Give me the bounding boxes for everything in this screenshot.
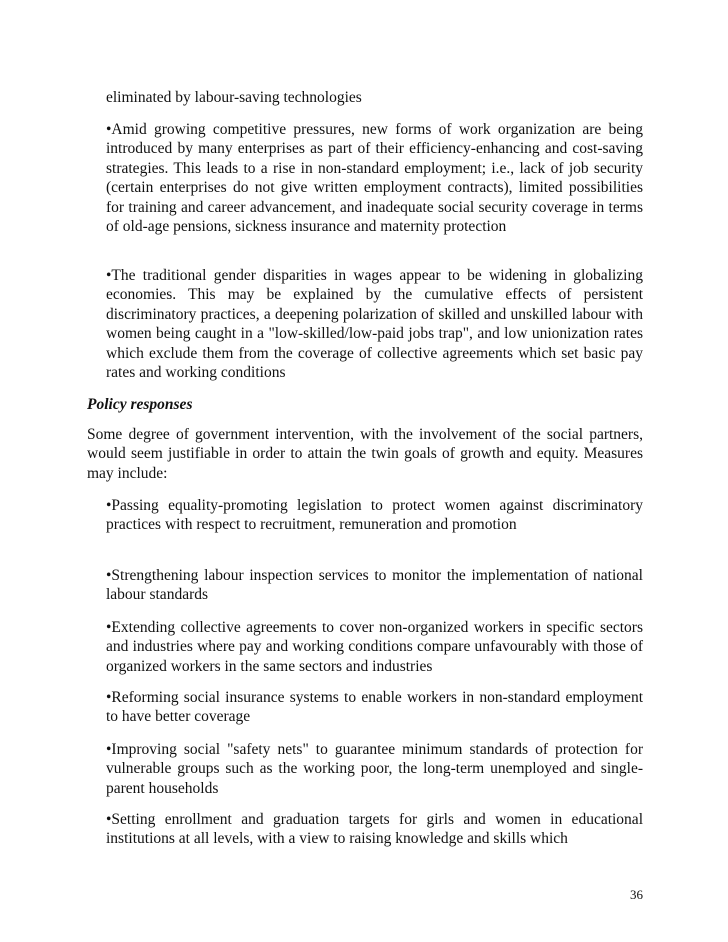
page-number: 36 xyxy=(630,887,643,902)
carryover-text: eliminated by labour-saving technologies xyxy=(106,89,362,106)
list-item-bullet-2: •The traditional gender disparities in wages appear to be widening in globalizing economies. This may be explained by the cumulative effects of persistent discriminatory practices, a deepening polarization of skilled and unskilled labour with women being caught in a "low-skilled/low-paid jobs trap", and low unionization rates which exclude them from the coverage of collective agreements which set basic pay rates and working conditions xyxy=(106,267,643,382)
list-item-measure-5: •Improving social "safety nets" to guarantee minimum standards of protection for vulnerable groups such as the working poor, the long-term unemployed and single-parent households xyxy=(106,741,643,797)
list-item-measure-6: •Setting enrollment and graduation targets for girls and women in educational institutions at all levels, with a view to raising knowledge and skills which xyxy=(106,811,643,848)
list-item-measure-2: •Strengthening labour inspection services to monitor the implementation of national labour standards xyxy=(106,567,643,604)
section-heading: Policy responses xyxy=(87,396,193,413)
list-item-measure-1: •Passing equality-promoting legislation to protect women against discriminatory practices with respect to recruitment, remuneration and promotion xyxy=(106,497,643,534)
list-item-measure-3: •Extending collective agreements to cover non-organized workers in specific sectors and industries where pay and working conditions compare unfavourably with those of organized workers in the same sectors and industries xyxy=(106,619,643,675)
intro-paragraph: Some degree of government intervention, with the involvement of the social partners, would seem justifiable in order to attain the twin goals of growth and equity. Measures may include: xyxy=(87,426,643,482)
list-item-measure-4: •Reforming social insurance systems to enable workers in non-standard employment to have better coverage xyxy=(106,689,643,726)
list-item-bullet-1: •Amid growing competitive pressures, new forms of work organization are being introduced by many enterprises as part of their efficiency-enhancing and cost-saving strategies. This leads to a rise in non-standard employment; i.e., lack of job security (certain enterprises do not give written employment contracts), limited possibilities for training and career advancement, and inadequate social security coverage in terms of old-age pensions, sickness insurance and maternity protection xyxy=(106,121,643,236)
